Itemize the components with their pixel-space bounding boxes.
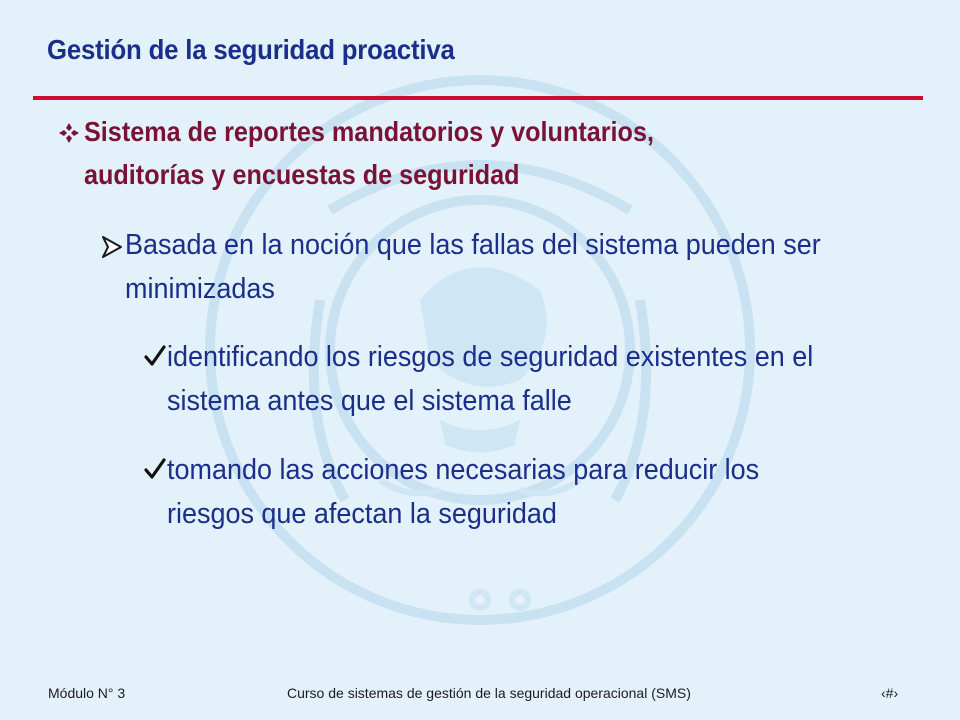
bullet-level3-item1-line1: identificando los riesgos de seguridad existentes en el (167, 341, 814, 373)
diamond-bullet-icon (58, 122, 80, 144)
arrowhead-bullet-icon (101, 235, 123, 259)
slide-title: Gestión de la seguridad proactiva (47, 34, 455, 65)
bullet-level2-line1: Basada en la noción que las fallas del sistema pueden ser (125, 229, 821, 261)
slide-number: ‹#› (881, 685, 899, 701)
bullet-level2-line2: minimizadas (125, 273, 275, 305)
title-divider (33, 96, 923, 100)
footer-module: Módulo N° 3 (48, 685, 126, 701)
bullet-level1-line1: Sistema de reportes mandatorios y voluntarios, (84, 116, 654, 147)
footer-course-title: Curso de sistemas de gestión de la seguridad operacional (SMS) (287, 685, 691, 701)
checkmark-icon (143, 344, 167, 368)
bullet-level3-item2-line2: riesgos que afectan la seguridad (167, 498, 557, 530)
bullet-level3-item1-line2: sistema antes que el sistema falle (167, 385, 572, 417)
checkmark-icon (143, 457, 167, 481)
bullet-level1-line2: auditorías y encuestas de seguridad (84, 159, 520, 190)
bullet-level3-item2-line1: tomando las acciones necesarias para reducir los (167, 454, 760, 486)
